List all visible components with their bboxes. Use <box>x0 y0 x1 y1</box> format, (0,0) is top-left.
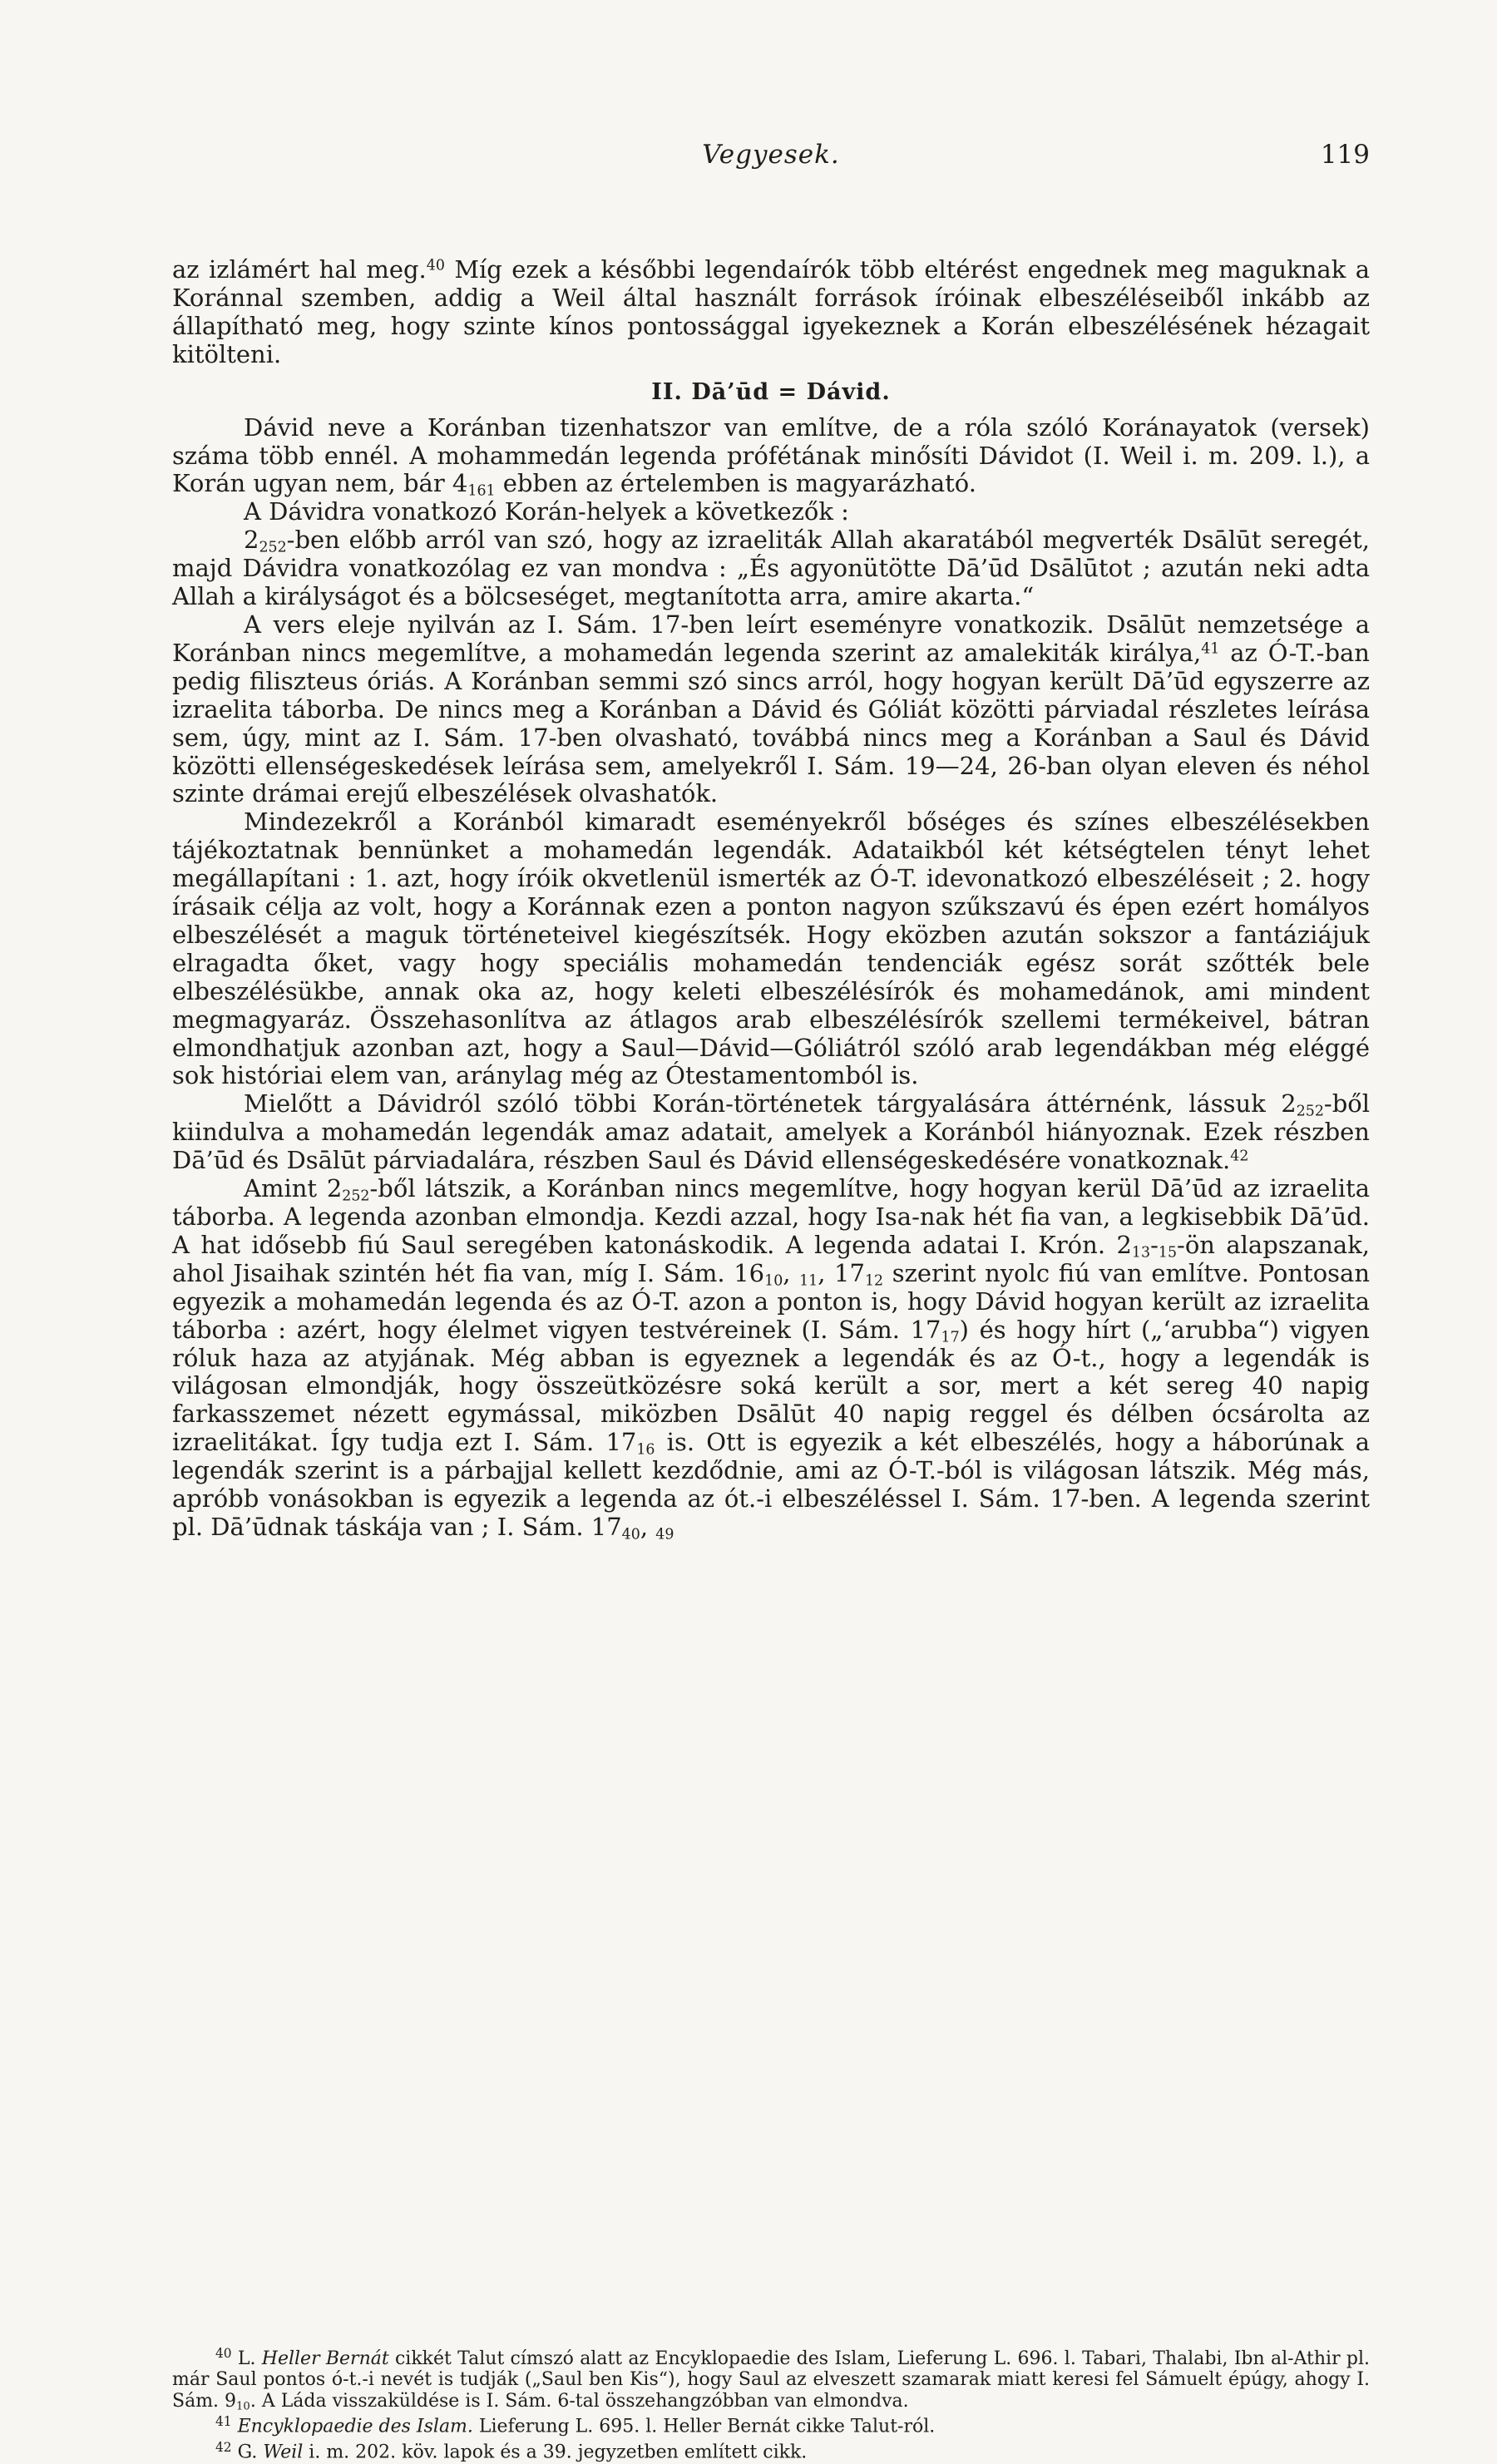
footnote-text: G. Weil i. m. 202. köv. lapok és a 39. jegyzetben említett cikk. <box>231 2442 808 2464</box>
paragraph: Mielőtt a Dávidról szóló többi Korán-történetek tárgyalására áttérnénk, lássuk $2_{252}$-ből kiindulva a mohamedán legendák amaz adatait, amelyek a Koránból hiányoznak. Ezek részben Dā’ūd és Dsālūt párviadalára, részben Saul és Dávid ellenségeskedésére vonatkoznak.$^{42}$ <box>172 1089 1370 1175</box>
footnote-text: L. Heller Bernát cikkét Talut címszó alatt az Encyklopaedie des Islam, Lieferung L. 696. l. Tabari, Thalabi, Ibn al-Athir pl. már Saul pontos ó-t.-i nevét is tudják („Saul ben Kis“), hogy Saul az elveszett szamarak miatt keresi fel Sámuelt épúgy, ahogy I. Sám. $9_{10}$. A Láda visszaküldése is I. Sám. 6-tal összehangzóbban van elmondva. <box>172 2348 1371 2412</box>
footnote <box>172 2437 1370 2463</box>
paragraph: Mindezekről a Koránból kimaradt eseményekről bőséges és színes elbeszélésekben tájékoztatnak bennünket a mohamedán legendák. Adataikból két kétségtelen tényt lehet megállapítani : 1. azt, hogy íróik okvetlenül ismerték az Ó-T. idevonatkozó elbeszéléseit ; 2. hogy írásaik célja az volt, hogy a Koránnak ezen a ponton nagyon szűkszavú és épen ezért homályos elbeszélését a maguk történeteivel kiegészítsék. Hogy eközben azután sokszor a fantáziájuk elragadta őket, vagy hogy speciális mohamedán tendenciák egész sorát szőtték bele elbeszélésükbe, annak oka az, hogy keleti elbeszélésírók és mohamedánok, ami mindent megmagyaráz. Összehasonlítva az átlagos arab elbeszélésírók szellemi termékeivel, bátran elmondhatjuk azonban azt, hogy a Saul—Dávid—Góliátról szóló arab legendákban még eléggé sok históriai elem van, aránylag még az Ótestamentomból is. <box>172 807 1370 1090</box>
paragraph: A vers eleje nyilván az I. Sám. 17-ben leírt eseményre vonatkozik. Dsālūt nemzetsége a Koránban nincs megemlítve, a mohamedán legenda szerint az amalekiták királya,$^{41}$ az Ó-T.-ban pedig filiszteus óriás. A Koránban semmi szó sincs arról, hogy hogyan került Dā’ūd egyszerre az izraelita táborba. De nincs meg a Koránban a Dávid és Góliát közötti párviadal részletes leírása sem, úgy, mint az I. Sám. 17-ben olvasható, továbbá nincs meg a Koránban a Saul és Dávid közötti ellenségeskedések leírása sem, amelyekről I. Sám. 19—24, 26-ban olyan eleven és néhol szinte drámai erejű elbeszélések olvashatók. <box>172 610 1370 808</box>
page-number: 119 <box>1320 140 1370 170</box>
footnote <box>172 2343 1370 2412</box>
paragraph: A Dávidra vonatkozó Korán-helyek a következők : <box>244 497 849 526</box>
paragraph: Dávid neve a Koránban tizenhatszor van említve, de a róla szóló Koránayatok (versek) száma több ennél. A mohammedán legenda prófétának minősíti Dávidot (I. Weil i. m. 209. l.), a Korán ugyan nem, bár $4_{161}$ ebben az értelemben is magyarázható. <box>172 412 1370 500</box>
section-heading: II. Dā’ūd = Dávid. <box>651 378 891 405</box>
running-title: Vegyesek. <box>702 140 840 170</box>
footnote-text: Encyklopaedie des Islam. Lieferung L. 695. l. Heller Bernát cikke Talut-ról. <box>237 2416 936 2437</box>
footnotes <box>172 2343 1370 2464</box>
footnote-mark: 41 <box>215 2414 232 2430</box>
paragraph: $2_{252}$-ben előbb arról van szó, hogy az izraeliták Allah akaratából megverték Dsālūt seregét, majd Dávidra vonatkozólag ez van mondva : „És agyonütötte Dā’ūd Dsālūtot ; azután neki adta Allah a királyságot és a bölcseséget, megtanította arra, amire akarta.“ <box>172 526 1370 611</box>
paragraph: az izlámért hal meg.$^{40}$ Míg ezek a későbbi legendaírók több eltérést engednek meg maguknak a Koránnal szemben, addig a Weil által használt források íróinak elbeszéléseiből inkább az állapítható meg, hogy szinte kínos pontossággal igyekeznek a Korán elbeszélésének hézagait kitölteni. <box>172 255 1370 368</box>
footnote-mark: 42 <box>215 2440 232 2456</box>
footnote-mark: 40 <box>215 2346 232 2361</box>
page-header <box>172 140 1370 180</box>
main-text <box>172 256 1370 1542</box>
footnote <box>172 2412 1370 2437</box>
paragraph: Amint $2_{252}$-ből látszik, a Koránban nincs megemlítve, hogy hogyan kerül Dā’ūd az izraelita táborba. A legenda azonban elmondja. Kezdi azzal, hogy Isa-nak hét fia van, a legkisebbik Dā’ūd. A hat idősebb fiú Saul seregében katonáskodik. A legenda adatai I. Krón. $2_{13}-_{15}-ön$ alapszanak, ahol Jisaihak szintén hét fia van, míg I. Sám. $16_{10}$, $_{11}$, $17_{12}$ szerint nyolc fiú van említve. Pontosan egyezik a mohamedán legenda és az Ó-T. azon a ponton is, hogy Dávid hogyan került az izraelita táborba : azért, hogy élelmet vigyen testvéreinek (I. Sám. $17_{17}$) és hogy hírt („‘arubba“) vigyen róluk haza az atyjának. Még abban is egyeznek a legendák és az Ó-t., hogy a legendák is világosan elmondják, hogy összeütközésre soká került a sor, mert a két sereg 40 napig farkasszemet nézett egymással, miközben Dsālūt 40 napig reggel és délben ócsárolta az izraelitákat. Így tudja ezt I. Sám. $17_{16}$ is. Ott is egyezik a két elbeszélés, hogy a háborúnak a legendák szerint is a párbajjal kellett kezdődnie, ami az Ó-T.-ból is világosan látszik. Még más, apróbb vonásokban is egyezik a legenda az ót.-i elbeszéléssel I. Sám. 17-ben. A legenda szerint pl. Dā’ūdnak táskája van ; I. Sám. $17_{40}$, $_{49}$ <box>172 1174 1371 1543</box>
